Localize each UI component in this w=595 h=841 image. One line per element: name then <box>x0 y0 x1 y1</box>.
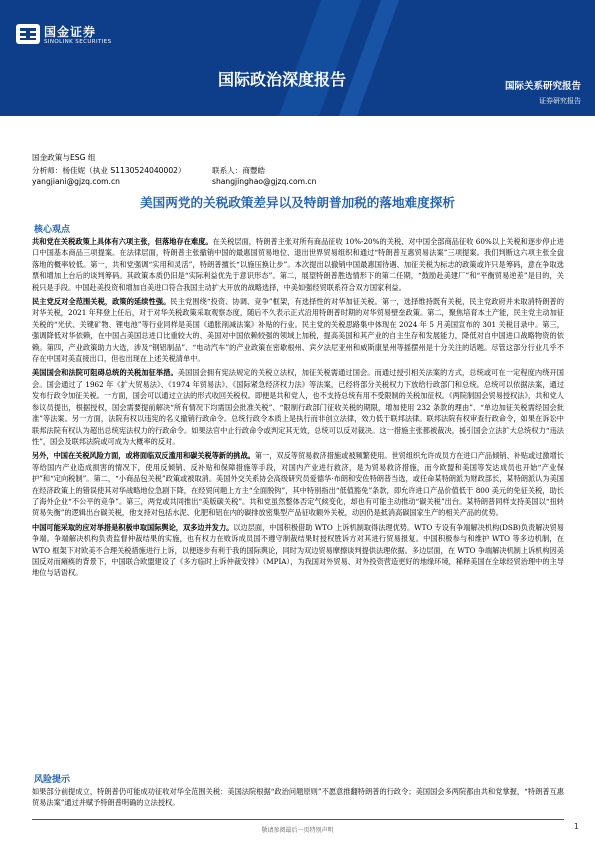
report-subcategory: 证券研究报告 <box>539 97 581 105</box>
paragraph-text: 第一，双反等贸易救济措施或被频繁使用。世贸组织允许成员方在进口产品倾销、补贴或过激增长等给国内产业造成损害的情况下，使用反倾销、反补贴和保障措施等手段，对国内产业进行救济，是为贸易救济措施，而今欧盟和美国等发达成员也开始“产业保护”和“定向税制”。第二，“小商品包关税”政策或被取消。美国外交关系协会高级研究员爱德华·布朗和安佐特朗普当选，或任命某特朗派为财政部长，某特朗派认为美国在经济政策上的错误使其对华战略地位急剧下降，在经贸问题上方主“全面脱钩”，其中特别指出“低值豁免”条款，即允许进口产品价值低于 800 美元的免征关税，助长了海外企业“不公平的竞争”。第三，两党或共同推出“美版碳关税”。共和党虽然整体否定气候变化，却也有可能主动推动“碳关税”出台。某特朗普同样支持美国以“扭转贸易失衡”的逻辑出台碳关税，他支持对包括水泥、化肥和铝在内的碳排放密集型产品征收额外关税，动因仍是抵消高碳国家生产的相关产品的优势。 <box>32 451 564 518</box>
report-header <box>0 0 595 116</box>
risk-body <box>32 786 564 812</box>
paragraph <box>32 450 564 518</box>
logo-icon <box>16 24 40 44</box>
paragraph-lead: 另外，中国在关税风险方面，或将面临双反滥用和碳关税等新的挑战。 <box>32 451 255 461</box>
contact-info: 联系人：商豐皓 <box>212 166 266 175</box>
contact-email: shangjinghao@gjzq.com.cn <box>212 177 317 186</box>
paragraph-lead: 中国可能采取的应对举措是积极申取国际舆论，双多边并发力。 <box>32 522 234 532</box>
paragraph-text: 民主党围绕“投资、协调、竞争”框架，有选择性的对华加征关税。第一，选择维持既有关税，民主党政府并未取消特朗普的对华关税，2021 年拜登上任后，对于对华关税政策采取观察态度，随后不久表示正式沿用特朗普时期的对华贸易壁垒政策。第二，聚焦培育本土产能，民主党主动加征关税的“光伏、关键矿物、锂电池”等行业同样是美国《通胀削减法案》补贴的行业。民主党的关税思路集中体现在 2024 年 5 月美国宣布的 301 关税目录中。第三，强调降低对华依赖，在中国占美国总进口比重较大的、美国对中国依赖较强的领域上加税，提高美国和其产业的自主生存和发展能力，降低对自中国进口战略物资的依赖。第四，产业政策助力大选，涉及“钢铝制品”、“电动汽车”的产业政策在密歇根州、宾夕法尼亚州和威斯康星州等摇摆州是十分关注的话题。尽管这部分行业几乎不存在中国对美直接出口，但也出现在上述关税清单中。 <box>32 297 564 364</box>
report-type-title: 国际政治深度报告 <box>218 70 347 89</box>
paragraph-lead: 民主党反对全范围关税，政策的延续性强。 <box>32 297 171 307</box>
page-number: 1 <box>573 822 579 831</box>
paragraph <box>32 236 564 293</box>
core-views-body <box>32 236 564 582</box>
paragraph <box>32 367 564 447</box>
analyst-email: yangjiani@gjzq.com.cn <box>32 177 120 186</box>
paragraph <box>32 522 564 579</box>
logo-text: 国金证券 <box>44 25 97 39</box>
paragraph-text: 美国国会拥有宪法规定的关税立法权，加征关税需通过国会。而通过授引相关法案的方式，总统或可在一定程度内绕开国会。国会通过了 1962 年《扩大贸易法》、《1974 年贸易法》、《国际紧急经济权力法》等法案，已经将部分关税权力下放给行政部门和总统。总统可以依据法案，通过发布行政令加征关税。一方面，国会可以通过立法的形式收回关税权。即便是共和党人，也不支持总统有用不受限制的关税加征权。《两院制国会贸易授权法》，共和党人参议员提出，根据授权，国会需要提前解决“所有情况下均需国会批准关税”、“限制行政部门征收关税的期限，增加使用 232 条款的理由”、“单边加征关税需经国会批准”等法案。另一方面，法院有权以违宪的名义撤销行政命令。总统行政令本质上是执行而非创立法律，效力低于联邦法律。联邦法院有权审查行政命令，如果在诉讼中联邦法院有权认为超出总统宪法权力的行政命令。如果法官中止行政命令或判定其无效，总统可以反对裁决。这一措施主张都被裁决，援引国会立法扩大总统权力“违法性”，国会及联邦法院或可成为大概率的反对。 <box>32 368 564 446</box>
section-heading-core: 核心观点 <box>34 225 71 235</box>
footer-disclaimer: 敬请参阅最后一页特别声明 <box>261 827 334 834</box>
logo-subtext: SINOLINK SECURITIES <box>44 39 112 45</box>
paragraph-text: 在关税层面，特朗普主张对所有商品征收 10%-20%的关税、对中国全部商品征收 60%以上关税和逐步停止进口中国基本商品三项提案。在法律层面，特朗普主张撤销中国的最惠国贸易地位、退出世界贸易组织和通过“特朗普互惠贸易法案”三项提案。我们判断这六项主张全盘落地的概率较低。第一，共和党强调“实用和灵活”，特朗普擅长“以施压换让步”。本次提出以撤销中国最惠国待遇、加征关税为标志的政策或许只是筹码，意在争取选票和增加上台后的谈判筹码。其政策本质仍旧是“实际利益优先于意识形态”。第二，展望特朗普胜选情形下的第二任期，“鼓励赴美建厂”和“平衡贸易逆差”是目的，关税只是手段。中国赴美投资和增加自美进口符合我国主动扩大开放的战略选择，中美如强经贸联系符合双方国家利益。 <box>32 237 564 292</box>
report-category: 国际关系研究报告 <box>504 81 581 92</box>
paragraph-lead: 共和党在关税政策上具体有六项主张，但落地存在难度。 <box>32 237 213 246</box>
risk-paragraph: 如果部分前提成立，特朗普仍可能成功征收对华全范围关税：美国法院根据“政治问题原则”不愿意推翻特朗普的行政令；美国国会多两院都由共和党掌握，“特朗普互惠贸易法案”通过并赋予特朗普明确的立法授权。 <box>32 787 564 808</box>
section-heading-risk: 风险提示 <box>34 775 71 785</box>
page-title: 美国两党的关税政策差异以及特朗普加税的落地难度探析 <box>140 195 455 210</box>
analyst-info: 分析师：杨佳妮（执业 S1130524040002） <box>32 166 186 175</box>
paragraph <box>32 296 564 364</box>
footer-divider <box>32 819 564 820</box>
paragraph-text: 以边层面，中国积极借助 WTO 上诉机制取得法理优势。WTO 专设有争端解决机构(DSB)负责解决贸易争端。争端解决机构负责监督仲裁结果的实施，也有权力在败诉成员国不遵守制裁结果时授权胜诉方对其进行贸易报复。中国积极参与和维护 WTO 等多边机制，在 WTO 框架下对欧美不合理关税措施进行上诉，以便逐步有利于我的国际舆论，同时为双边贸易摩擦谈判提供法理依据。多边层面，在 WTO 争端解决机制上诉机构因美国反对而瘫痪的背景下，中国联合欧盟建设了《多方临时上诉仲裁安排》（MPIA），为我国对外贸易、对外投资营造更好的地缘环境，稀释美国在全球经贸治理中的主导地位与话语权。 <box>32 522 564 578</box>
research-group: 国金政策与ESG 组 <box>32 153 96 162</box>
paragraph-lead: 美国国会和法院可阻碍总统的关税加征举措。 <box>32 368 178 378</box>
